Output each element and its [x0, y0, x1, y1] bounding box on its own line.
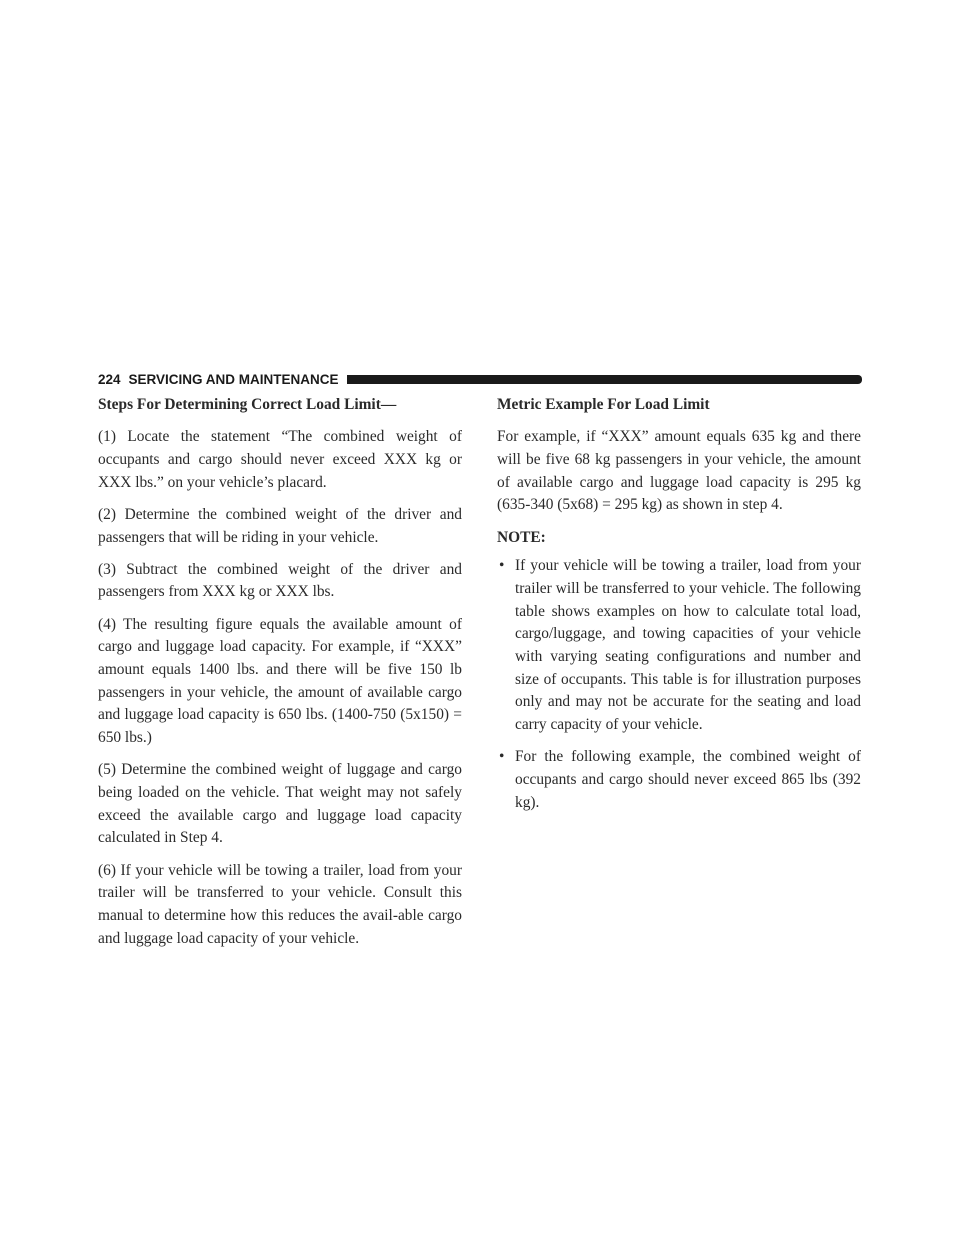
page-number: 224	[98, 371, 121, 387]
left-column	[98, 394, 462, 960]
metric-example-paragraph: For example, if “XXX” amount equals 635 kg and there will be five 68 kg passengers in your vehicle, the amount of available cargo and luggage load capacity is 295 kg (635-340 (5x68) = 295 kg) as shown in step 4.	[497, 428, 861, 514]
bullet-icon: •	[499, 557, 505, 575]
section-heading-load-limit: Steps For Determining Correct Load Limit—	[98, 396, 397, 413]
note-bullet-list	[497, 555, 861, 814]
step-3-paragraph: (3) Subtract the combined weight of the driver and passengers from XXX kg or XXX lbs.	[98, 560, 462, 601]
header-rule	[347, 375, 862, 384]
step-1-paragraph: (1) Locate the statement “The combined weight of occupants and cargo should never exceed XXX kg or XXX lbs.” on your vehicle’s placard.	[98, 428, 462, 491]
bullet-text-example: For the following example, the combined weight of occupants and cargo should never exceed 865 lbs (392 kg).	[515, 748, 861, 811]
section-title: SERVICING AND MAINTENANCE	[128, 371, 339, 387]
step-5-paragraph: (5) Determine the combined weight of luggage and cargo being loaded on the vehicle. That weight may not safely exceed the available cargo and luggage load capacity calculated in Step 4.	[98, 761, 462, 847]
note-label: NOTE:	[497, 528, 546, 546]
list-item	[497, 746, 861, 814]
step-6-paragraph: (6) If your vehicle will be towing a trailer, load from your trailer will be transferred to your vehicle. Consult this manual to determine how this reduces the avail-able cargo and luggage load capacity of your vehicle.	[98, 861, 462, 947]
bullet-icon: •	[499, 748, 505, 766]
section-heading-metric-example: Metric Example For Load Limit	[497, 396, 710, 413]
step-2-paragraph: (2) Determine the combined weight of the driver and passengers that will be riding in your vehicle.	[98, 505, 462, 546]
list-item	[497, 555, 861, 737]
right-column	[497, 394, 861, 824]
bullet-text-towing: If your vehicle will be towing a trailer, load from your trailer will be transferred to your vehicle. The following table shows examples on how to calculate total load, cargo/luggage, and towing capacities of your vehicle with varying seating configurations and number and size of occupants. This table is for illustration purposes only and may not be accurate for the seating and load carry capacity of your vehicle.	[515, 557, 861, 734]
page-header	[98, 370, 862, 388]
step-4-paragraph: (4) The resulting figure equals the available amount of cargo and luggage load capacity. For example, if “XXX” amount equals 1400 lbs. and there will be five 150 lb passengers in your vehicle, the amount of available cargo and luggage load capacity is 650 lbs. (1400-750 (5x150) = 650 lbs.)	[98, 615, 462, 747]
